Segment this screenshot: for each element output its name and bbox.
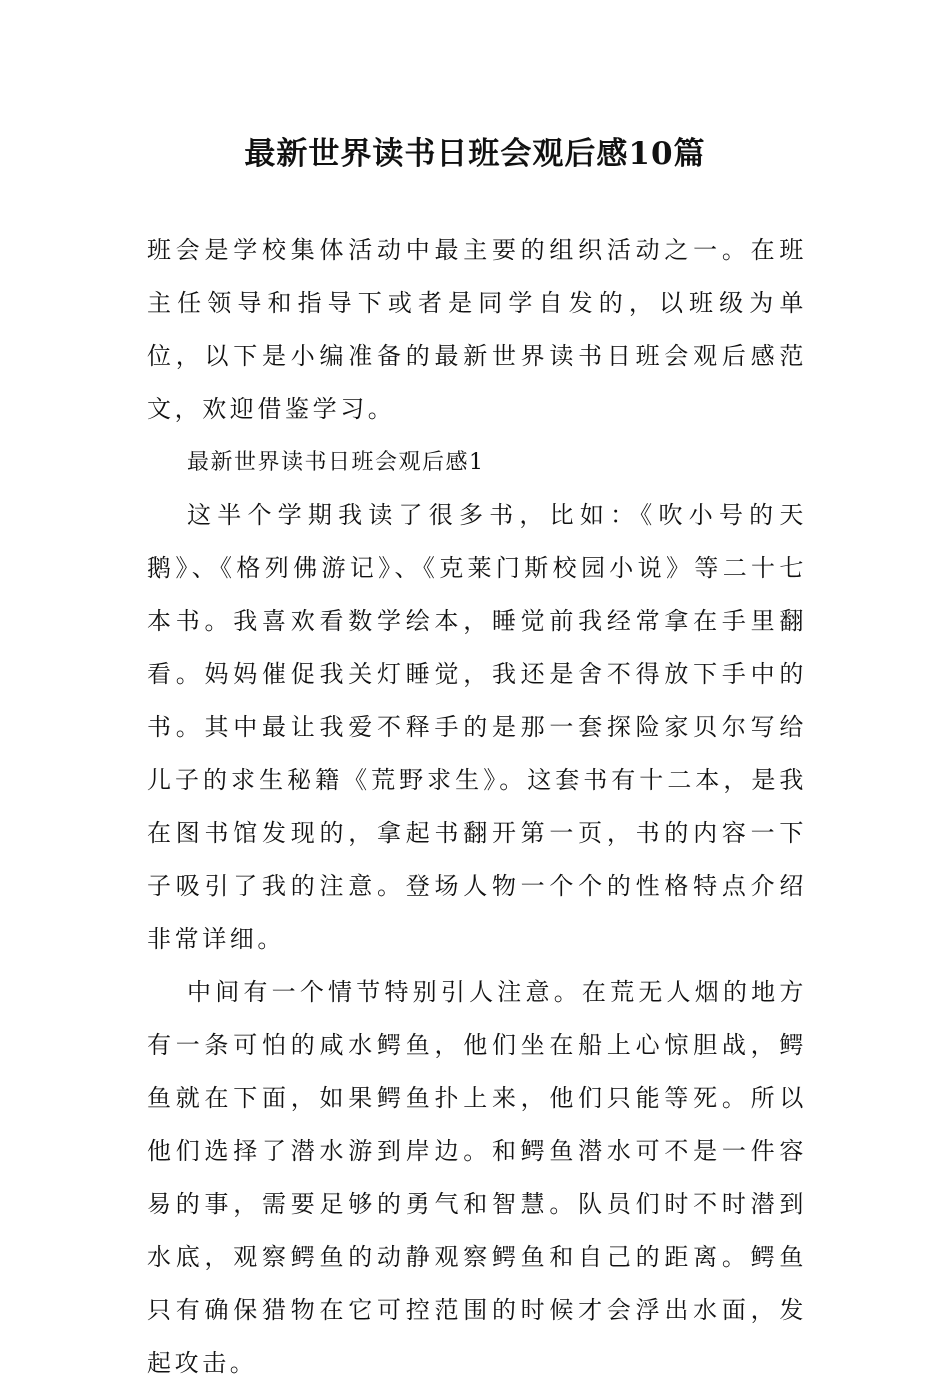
document-title: 最新世界读书日班会观后感10篇 — [244, 136, 706, 172]
intro-paragraph: 班会是学校集体活动中最主要的组织活动之一。在班主任领导和指导下或者是同学自发的，以班级为单位，以下是小编准备的最新世界读书日班会观后感范文，欢迎借鉴学习。 — [147, 236, 807, 423]
section-heading: 最新世界读书日班会观后感1 — [187, 450, 485, 475]
body-paragraph-2: 中间有一个情节特别引人注意。在荒无人烟的地方有一条可怕的咸水鳄鱼，他们坐在船上心惊胆战，鳄鱼就在下面，如果鳄鱼扑上来，他们只能等死。所以他们选择了潜水游到岸边。和鳄鱼潜水可不是一件容易的事，需要足够的勇气和智慧。队员们时不时潜到水底，观察鳄鱼的动静观察鳄鱼和自己的距离。鳄鱼只有确保猎物在它可控范围的时候才会浮出水面，发起攻击。 — [147, 978, 807, 1377]
document-body — [147, 224, 807, 1390]
body-paragraph-1: 这半个学期我读了很多书，比如：《吹小号的天鹅》、《格列佛游记》、《克莱门斯校园小说》等二十七本书。我喜欢看数学绘本，睡觉前我经常拿在手里翻看。妈妈催促我关灯睡觉，我还是舍不得放下手中的书。其中最让我爱不释手的是那一套探险家贝尔写给儿子的求生秘籍《荒野求生》。这套书有十二本，是我在图书馆发现的，拿起书翻开第一页，书的内容一下子吸引了我的注意。登场人物一个个的性格特点介绍非常详细。 — [147, 501, 807, 953]
